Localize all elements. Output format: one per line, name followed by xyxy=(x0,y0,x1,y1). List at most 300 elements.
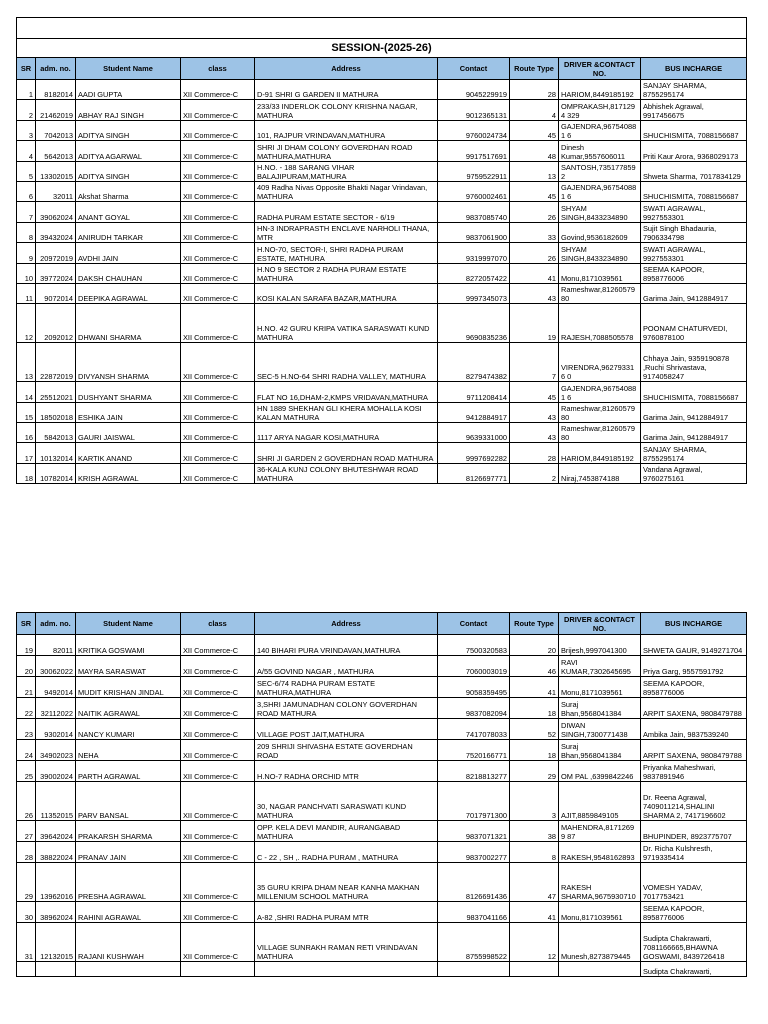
contact-cell: 9045229919 xyxy=(438,80,510,100)
class-cell: XII Commerce-C xyxy=(181,243,255,263)
bus-incharge-cell: SHUCHISMITA, 7088156687 xyxy=(641,181,747,201)
student-name-cell: DAKSH CHAUHAN xyxy=(76,263,181,283)
class-cell: XII Commerce-C xyxy=(181,402,255,422)
sr-cell: 10 xyxy=(17,263,36,283)
route-type-cell: 52 xyxy=(510,719,559,740)
bus-incharge-cell: ARPIT SAXENA, 9808479788 xyxy=(641,698,747,719)
adm-no-cell xyxy=(36,962,76,977)
contact-cell: 9837085740 xyxy=(438,202,510,222)
driver-contact-cell: GAJENDRA,967540881 6 xyxy=(559,382,641,402)
route-type-cell: 43 xyxy=(510,283,559,303)
address-cell: HN 1889 SHEKHAN GLI KHERA MOHALLA KOSI KALAN MATHURA xyxy=(255,402,438,422)
bus-incharge-cell: SWATI AGRAWAL, 9927553301 xyxy=(641,243,747,263)
adm-no-cell: 39432024 xyxy=(36,222,76,242)
driver-contact-cell: HARIOM,8449185192 xyxy=(559,443,641,463)
bus-incharge-cell: SHWETA GAUR, 9149271704 xyxy=(641,635,747,656)
driver-contact-cell: MAHENDRA,81712699 87 xyxy=(559,821,641,842)
class-cell: XII Commerce-C xyxy=(181,821,255,842)
adm-no-cell: 82011 xyxy=(36,635,76,656)
class-cell: XII Commerce-C xyxy=(181,304,255,343)
sr-cell: 18 xyxy=(17,463,36,483)
sr-cell: 23 xyxy=(17,719,36,740)
class-cell: XII Commerce-C xyxy=(181,283,255,303)
sr-cell: 27 xyxy=(17,821,36,842)
address-cell: H.NO-70, SECTOR-I, SHRI RADHA PURAM ESTATE, MATHURA xyxy=(255,243,438,263)
contact-cell: 8126697771 xyxy=(438,463,510,483)
student-row xyxy=(17,821,747,842)
adm-no-cell: 39002024 xyxy=(36,761,76,782)
route-type-cell: 41 xyxy=(510,263,559,283)
driver-contact-cell: Govind,9536182609 xyxy=(559,222,641,242)
blank-header-row xyxy=(17,18,747,39)
driver-contact-cell: AJIT,8859849105 xyxy=(559,782,641,821)
student-row xyxy=(17,161,747,181)
student-row xyxy=(17,443,747,463)
sr-cell: 4 xyxy=(17,141,36,161)
student-name-cell: DIVYANSH SHARMA xyxy=(76,343,181,382)
bus-incharge-cell: SEEMA KAPOOR, 8958776006 xyxy=(641,677,747,698)
sr-cell: 2 xyxy=(17,100,36,120)
address-cell: SEC-6/74 RADHA PURAM ESTATE MATHURA,MATHURA xyxy=(255,677,438,698)
route-type-cell: 26 xyxy=(510,202,559,222)
student-name-cell: PARTH AGRAWAL xyxy=(76,761,181,782)
header-adm-no: adm. no. xyxy=(36,613,76,635)
address-cell: 36-KALA KUNJ COLONY BHUTESHWAR ROAD MATHURA xyxy=(255,463,438,483)
driver-contact-cell: RAKESH SHARMA,9675930710 xyxy=(559,863,641,902)
driver-contact-cell: GAJENDRA,967540881 6 xyxy=(559,120,641,140)
bus-incharge-cell: SHUCHISMITA, 7088156687 xyxy=(641,120,747,140)
contact-cell: 8218813277 xyxy=(438,761,510,782)
header-route-type: Route Type xyxy=(510,58,559,80)
address-cell: KOSI KALAN SARAFA BAZAR,MATHURA xyxy=(255,283,438,303)
contact-cell xyxy=(438,962,510,977)
adm-no-cell: 7042013 xyxy=(36,120,76,140)
class-cell: XII Commerce-C xyxy=(181,382,255,402)
student-name-cell: DEEPIKA AGRAWAL xyxy=(76,283,181,303)
adm-no-cell: 25512021 xyxy=(36,382,76,402)
address-cell xyxy=(255,962,438,977)
bus-incharge-cell: Dr. Reena Agrawal, 7409011214,SHALINI SHARMA 2, 7417196602 xyxy=(641,782,747,821)
contact-cell: 9760024734 xyxy=(438,120,510,140)
student-name-cell: RAJANI KUSHWAH xyxy=(76,923,181,962)
contact-cell: 9760002461 xyxy=(438,181,510,201)
driver-contact-cell: RAJESH,7088505578 xyxy=(559,304,641,343)
class-cell: XII Commerce-C xyxy=(181,202,255,222)
sr-cell: 17 xyxy=(17,443,36,463)
bus-incharge-cell: POONAM CHATURVEDI, 9760878100 xyxy=(641,304,747,343)
student-row xyxy=(17,902,747,923)
student-name-cell: ESHIKA JAIN xyxy=(76,402,181,422)
bus-incharge-cell: SEEMA KAPOOR, 8958776006 xyxy=(641,902,747,923)
address-cell: 3,SHRI JAMUNADHAN COLONY GOVERDHAN ROAD MATHURA xyxy=(255,698,438,719)
student-row xyxy=(17,263,747,283)
student-row xyxy=(17,100,747,120)
route-type-cell: 2 xyxy=(510,463,559,483)
sr-cell: 11 xyxy=(17,283,36,303)
adm-no-cell: 22872019 xyxy=(36,343,76,382)
bus-incharge-cell: SANJAY SHARMA, 8755295174 xyxy=(641,443,747,463)
driver-contact-cell: SANTOSH,7351778592 xyxy=(559,161,641,181)
route-type-cell: 8 xyxy=(510,842,559,863)
student-row xyxy=(17,202,747,222)
student-name-cell: MAYRA SARASWAT xyxy=(76,656,181,677)
sr-cell: 13 xyxy=(17,343,36,382)
address-cell: H.NO 9 SECTOR 2 RADHA PURAM ESTATE MATHURA xyxy=(255,263,438,283)
student-row xyxy=(17,222,747,242)
student-row xyxy=(17,181,747,201)
student-name-cell: PRAKARSH SHARMA xyxy=(76,821,181,842)
adm-no-cell: 11352015 xyxy=(36,782,76,821)
header-student-name: Student Name xyxy=(76,58,181,80)
sr-cell: 29 xyxy=(17,863,36,902)
driver-contact-cell: HARIOM,8449185192 xyxy=(559,80,641,100)
sr-cell: 30 xyxy=(17,902,36,923)
header-bus-incharge: BUS INCHARGE xyxy=(641,613,747,635)
contact-cell: 9837061900 xyxy=(438,222,510,242)
sr-cell: 25 xyxy=(17,761,36,782)
contact-cell: 7520166771 xyxy=(438,740,510,761)
route-type-cell: 41 xyxy=(510,902,559,923)
header-sr: SR xyxy=(17,613,36,635)
adm-no-cell: 5842013 xyxy=(36,423,76,443)
student-name-cell: NANCY KUMARI xyxy=(76,719,181,740)
address-cell: C - 22 , SH ,. RADHA PURAM , MATHURA xyxy=(255,842,438,863)
adm-no-cell: 32011 xyxy=(36,181,76,201)
driver-contact-cell: Niraj,7453874188 xyxy=(559,463,641,483)
class-cell: XII Commerce-C xyxy=(181,161,255,181)
address-cell: 35 GURU KRIPA DHAM NEAR KANHA MAKHAN MILLENIUM SCHOOL MATHURA xyxy=(255,863,438,902)
class-cell: XII Commerce-C xyxy=(181,677,255,698)
address-cell: SEC-5 H.NO-64 SHRI RADHA VALLEY, MATHURA xyxy=(255,343,438,382)
sr-cell: 6 xyxy=(17,181,36,201)
student-row xyxy=(17,635,747,656)
student-name-cell: PRANAV JAIN xyxy=(76,842,181,863)
class-cell: XII Commerce-C xyxy=(181,100,255,120)
student-row xyxy=(17,343,747,382)
route-type-cell xyxy=(510,962,559,977)
bus-incharge-cell: Garima Jain, 9412884917 xyxy=(641,423,747,443)
header-contact: Contact xyxy=(438,613,510,635)
class-cell: XII Commerce-C xyxy=(181,740,255,761)
adm-no-cell: 9492014 xyxy=(36,677,76,698)
contact-cell: 9412884917 xyxy=(438,402,510,422)
sr-cell: 22 xyxy=(17,698,36,719)
address-cell: H.NO. 42 GURU KRIPA VATIKA SARASWATI KUND MATHURA xyxy=(255,304,438,343)
address-cell: FLAT NO 16,DHAM-2,KMPS VRIDAVAN,MATHURA xyxy=(255,382,438,402)
header-address: Address xyxy=(255,58,438,80)
student-row xyxy=(17,782,747,821)
class-cell: XII Commerce-C xyxy=(181,719,255,740)
student-name-cell: ABHAY RAJ SINGH xyxy=(76,100,181,120)
bus-incharge-cell: Priyanka Maheshwari, 9837891946 xyxy=(641,761,747,782)
driver-contact-cell: Monu,8171039561 xyxy=(559,263,641,283)
address-cell: HN-3 INDRAPRASTH ENCLAVE NARHOLI THANA, MTR xyxy=(255,222,438,242)
bus-incharge-cell: Sudipta Chakrawarti, xyxy=(641,962,747,977)
page-one-sheet xyxy=(16,17,746,484)
contact-cell: 9319997070 xyxy=(438,243,510,263)
header-sr: SR xyxy=(17,58,36,80)
student-bus-table-part-1 xyxy=(16,17,747,484)
student-row xyxy=(17,463,747,483)
student-row xyxy=(17,304,747,343)
class-cell: XII Commerce-C xyxy=(181,443,255,463)
student-name-cell: Akshat Sharma xyxy=(76,181,181,201)
class-cell: XII Commerce-C xyxy=(181,222,255,242)
student-name-cell: NAITIK AGRAWAL xyxy=(76,698,181,719)
contact-cell: 9012365131 xyxy=(438,100,510,120)
adm-no-cell: 9302014 xyxy=(36,719,76,740)
student-row xyxy=(17,962,747,977)
contact-cell: 7417078033 xyxy=(438,719,510,740)
adm-no-cell: 39642024 xyxy=(36,821,76,842)
adm-no-cell: 10782014 xyxy=(36,463,76,483)
adm-no-cell: 39062024 xyxy=(36,202,76,222)
route-type-cell: 33 xyxy=(510,222,559,242)
student-name-cell: GAURI JAISWAL xyxy=(76,423,181,443)
driver-contact-cell: Rameshwar,81260579 80 xyxy=(559,423,641,443)
student-row xyxy=(17,698,747,719)
header-driver-contact: DRIVER &CONTACT NO. xyxy=(559,613,641,635)
contact-cell: 7060003019 xyxy=(438,656,510,677)
student-row xyxy=(17,923,747,962)
driver-contact-cell: Rameshwar,81260579 80 xyxy=(559,283,641,303)
class-cell: XII Commerce-C xyxy=(181,120,255,140)
class-cell: XII Commerce-C xyxy=(181,635,255,656)
address-cell: 1117 ARYA NAGAR KOSI,MATHURA xyxy=(255,423,438,443)
driver-contact-cell: OM PAL ,6399842246 xyxy=(559,761,641,782)
sr-cell: 19 xyxy=(17,635,36,656)
contact-cell: 9711208414 xyxy=(438,382,510,402)
sr-cell xyxy=(17,962,36,977)
student-row xyxy=(17,719,747,740)
address-cell: 101, RAJPUR VRINDAVAN,MATHURA xyxy=(255,120,438,140)
contact-cell: 9837002277 xyxy=(438,842,510,863)
header-adm-no: adm. no. xyxy=(36,58,76,80)
driver-contact-cell: Monu,8171039561 xyxy=(559,677,641,698)
header-class: class xyxy=(181,613,255,635)
student-name-cell: ANANT GOYAL xyxy=(76,202,181,222)
class-cell: XII Commerce-C xyxy=(181,761,255,782)
header-route-type: Route Type xyxy=(510,613,559,635)
column-header-row xyxy=(17,58,747,80)
sr-cell: 14 xyxy=(17,382,36,402)
session-title-row xyxy=(17,39,747,58)
route-type-cell: 18 xyxy=(510,740,559,761)
student-name-cell: MUDIT KRISHAN JINDAL xyxy=(76,677,181,698)
route-type-cell: 18 xyxy=(510,698,559,719)
address-cell: 409 Radha Nivas Opposite Bhakti Nagar Vrindavan, MATHURA xyxy=(255,181,438,201)
class-cell: XII Commerce-C xyxy=(181,698,255,719)
contact-cell: 7017971300 xyxy=(438,782,510,821)
student-row xyxy=(17,761,747,782)
student-row xyxy=(17,243,747,263)
adm-no-cell: 32112022 xyxy=(36,698,76,719)
address-cell: H.NO-7 RADHA ORCHID MTR xyxy=(255,761,438,782)
driver-contact-cell: Dinesh Kumar,9557606011 xyxy=(559,141,641,161)
student-row xyxy=(17,283,747,303)
student-name-cell: AADI GUPTA xyxy=(76,80,181,100)
driver-contact-cell: OMPRAKASH,8171294 329 xyxy=(559,100,641,120)
adm-no-cell: 13962016 xyxy=(36,863,76,902)
header-driver-contact: DRIVER &CONTACT NO. xyxy=(559,58,641,80)
contact-cell: 8755998522 xyxy=(438,923,510,962)
adm-no-cell: 38962024 xyxy=(36,902,76,923)
sr-cell: 21 xyxy=(17,677,36,698)
student-row xyxy=(17,141,747,161)
route-type-cell: 47 xyxy=(510,863,559,902)
student-row xyxy=(17,863,747,902)
adm-no-cell: 30062022 xyxy=(36,656,76,677)
contact-cell: 9058359495 xyxy=(438,677,510,698)
contact-cell: 7500320583 xyxy=(438,635,510,656)
route-type-cell: 45 xyxy=(510,120,559,140)
student-row xyxy=(17,842,747,863)
class-cell: XII Commerce-C xyxy=(181,782,255,821)
sr-cell: 28 xyxy=(17,842,36,863)
contact-cell: 9837041166 xyxy=(438,902,510,923)
class-cell: XII Commerce-C xyxy=(181,656,255,677)
adm-no-cell: 5642013 xyxy=(36,141,76,161)
sr-cell: 3 xyxy=(17,120,36,140)
student-name-cell: PARV BANSAL xyxy=(76,782,181,821)
route-type-cell: 46 xyxy=(510,656,559,677)
student-row xyxy=(17,656,747,677)
address-cell: VILLAGE POST JAIT,MATHURA xyxy=(255,719,438,740)
bus-incharge-cell: SWATI AGRAWAL, 9927553301 xyxy=(641,202,747,222)
student-bus-table-part-2 xyxy=(16,612,747,977)
header-student-name: Student Name xyxy=(76,613,181,635)
driver-contact-cell: RAKESH,9548162893 xyxy=(559,842,641,863)
contact-cell: 9997692282 xyxy=(438,443,510,463)
bus-incharge-cell: Garima Jain, 9412884917 xyxy=(641,283,747,303)
student-row xyxy=(17,402,747,422)
page-two-sheet xyxy=(16,612,746,977)
class-cell: XII Commerce-C xyxy=(181,141,255,161)
student-name-cell: ADITYA SINGH xyxy=(76,120,181,140)
driver-contact-cell: VIRENDRA,962793316 0 xyxy=(559,343,641,382)
header-class: class xyxy=(181,58,255,80)
class-cell xyxy=(181,962,255,977)
route-type-cell: 41 xyxy=(510,677,559,698)
header-contact: Contact xyxy=(438,58,510,80)
route-type-cell: 48 xyxy=(510,141,559,161)
class-cell: XII Commerce-C xyxy=(181,181,255,201)
student-name-cell: ADITYA AGARWAL xyxy=(76,141,181,161)
bus-incharge-cell: Garima Jain, 9412884917 xyxy=(641,402,747,422)
adm-no-cell: 10132014 xyxy=(36,443,76,463)
student-row xyxy=(17,382,747,402)
contact-cell: 8279474382 xyxy=(438,343,510,382)
driver-contact-cell: Monu,8171039561 xyxy=(559,902,641,923)
driver-contact-cell: GAJENDRA,967540881 6 xyxy=(559,181,641,201)
driver-contact-cell: SHYAM SINGH,8433234890 xyxy=(559,202,641,222)
address-cell: 209 SHRIJI SHIVASHA ESTATE GOVERDHAN ROAD xyxy=(255,740,438,761)
bus-incharge-cell: Shweta Sharma, 7017834129 xyxy=(641,161,747,181)
route-type-cell: 12 xyxy=(510,923,559,962)
student-row xyxy=(17,120,747,140)
contact-cell: 9759522911 xyxy=(438,161,510,181)
address-cell: D-91 SHRI G GARDEN II MATHURA xyxy=(255,80,438,100)
student-name-cell: RAHINI AGRAWAL xyxy=(76,902,181,923)
student-name-cell: KRISH AGRAWAL xyxy=(76,463,181,483)
route-type-cell: 43 xyxy=(510,423,559,443)
class-cell: XII Commerce-C xyxy=(181,463,255,483)
route-type-cell: 26 xyxy=(510,243,559,263)
student-name-cell: PRESHA AGRAWAL xyxy=(76,863,181,902)
address-cell: SHRI JI GARDEN 2 GOVERDHAN ROAD MATHURA xyxy=(255,443,438,463)
student-name-cell: AVDHI JAIN xyxy=(76,243,181,263)
class-cell: XII Commerce-C xyxy=(181,902,255,923)
sr-cell: 1 xyxy=(17,80,36,100)
bus-incharge-cell: Abhishek Agrawal, 9917456675 xyxy=(641,100,747,120)
address-cell: H.NO. - 188 SARANG VIHAR BALAJIPURAM,MATHURA xyxy=(255,161,438,181)
contact-cell: 8272057422 xyxy=(438,263,510,283)
driver-contact-cell: Brijesh,9997041300 xyxy=(559,635,641,656)
header-address: Address xyxy=(255,613,438,635)
driver-contact-cell: Suraj Bhan,9568041384 xyxy=(559,698,641,719)
contact-cell: 9690835236 xyxy=(438,304,510,343)
adm-no-cell: 34902023 xyxy=(36,740,76,761)
sr-cell: 12 xyxy=(17,304,36,343)
bus-incharge-cell: SEEMA KAPOOR, 8958776006 xyxy=(641,263,747,283)
class-cell: XII Commerce-C xyxy=(181,423,255,443)
adm-no-cell: 18502018 xyxy=(36,402,76,422)
bus-incharge-cell: SANJAY SHARMA, 8755295174 xyxy=(641,80,747,100)
sr-cell: 16 xyxy=(17,423,36,443)
sr-cell: 8 xyxy=(17,222,36,242)
contact-cell: 9837071321 xyxy=(438,821,510,842)
bus-incharge-cell: Chhaya Jain, 9359190878 ,Ruchi Shrivastava, 9174058247 xyxy=(641,343,747,382)
contact-cell: 9917517691 xyxy=(438,141,510,161)
adm-no-cell: 13302015 xyxy=(36,161,76,181)
student-row xyxy=(17,740,747,761)
driver-contact-cell: Rameshwar,81260579 80 xyxy=(559,402,641,422)
session-title: SESSION-(2025-26) xyxy=(17,39,747,58)
student-row xyxy=(17,80,747,100)
bus-incharge-cell: BHUPINDER, 8923775707 xyxy=(641,821,747,842)
bus-incharge-cell: Priti Kaur Arora, 9368029173 xyxy=(641,141,747,161)
route-type-cell: 20 xyxy=(510,635,559,656)
contact-cell: 8126691436 xyxy=(438,863,510,902)
bus-incharge-cell: ARPIT SAXENA, 9808479788 xyxy=(641,740,747,761)
route-type-cell: 28 xyxy=(510,443,559,463)
address-cell: VILLAGE SUNRAKH RAMAN RETI VRINDAVAN MATHURA xyxy=(255,923,438,962)
contact-cell: 9997345073 xyxy=(438,283,510,303)
adm-no-cell: 8182014 xyxy=(36,80,76,100)
sr-cell: 7 xyxy=(17,202,36,222)
bus-incharge-cell: Sujit Singh Bhadauria, 7906334798 xyxy=(641,222,747,242)
address-cell: RADHA PURAM ESTATE SECTOR - 6/19 xyxy=(255,202,438,222)
adm-no-cell: 21462019 xyxy=(36,100,76,120)
contact-cell: 9639331000 xyxy=(438,423,510,443)
bus-incharge-cell: Dr. Richa Kulshresth, 9719335414 xyxy=(641,842,747,863)
column-header-row xyxy=(17,613,747,635)
class-cell: XII Commerce-C xyxy=(181,842,255,863)
student-name-cell: KARTIK ANAND xyxy=(76,443,181,463)
adm-no-cell: 39772024 xyxy=(36,263,76,283)
header-bus-incharge: BUS INCHARGE xyxy=(641,58,747,80)
bus-incharge-cell: Sudipta Chakrawarti, 7081166665,BHAWNA GOSWAMI, 8439726418 xyxy=(641,923,747,962)
address-cell: 140 BIHARI PURA VRINDAVAN,MATHURA xyxy=(255,635,438,656)
address-cell: 30, NAGAR PANCHVATI SARASWATI KUND MATHURA xyxy=(255,782,438,821)
student-name-cell: NEHA xyxy=(76,740,181,761)
class-cell: XII Commerce-C xyxy=(181,863,255,902)
class-cell: XII Commerce-C xyxy=(181,923,255,962)
route-type-cell: 38 xyxy=(510,821,559,842)
adm-no-cell: 12132015 xyxy=(36,923,76,962)
driver-contact-cell: RAVI KUMAR,7302645695 xyxy=(559,656,641,677)
route-type-cell: 29 xyxy=(510,761,559,782)
